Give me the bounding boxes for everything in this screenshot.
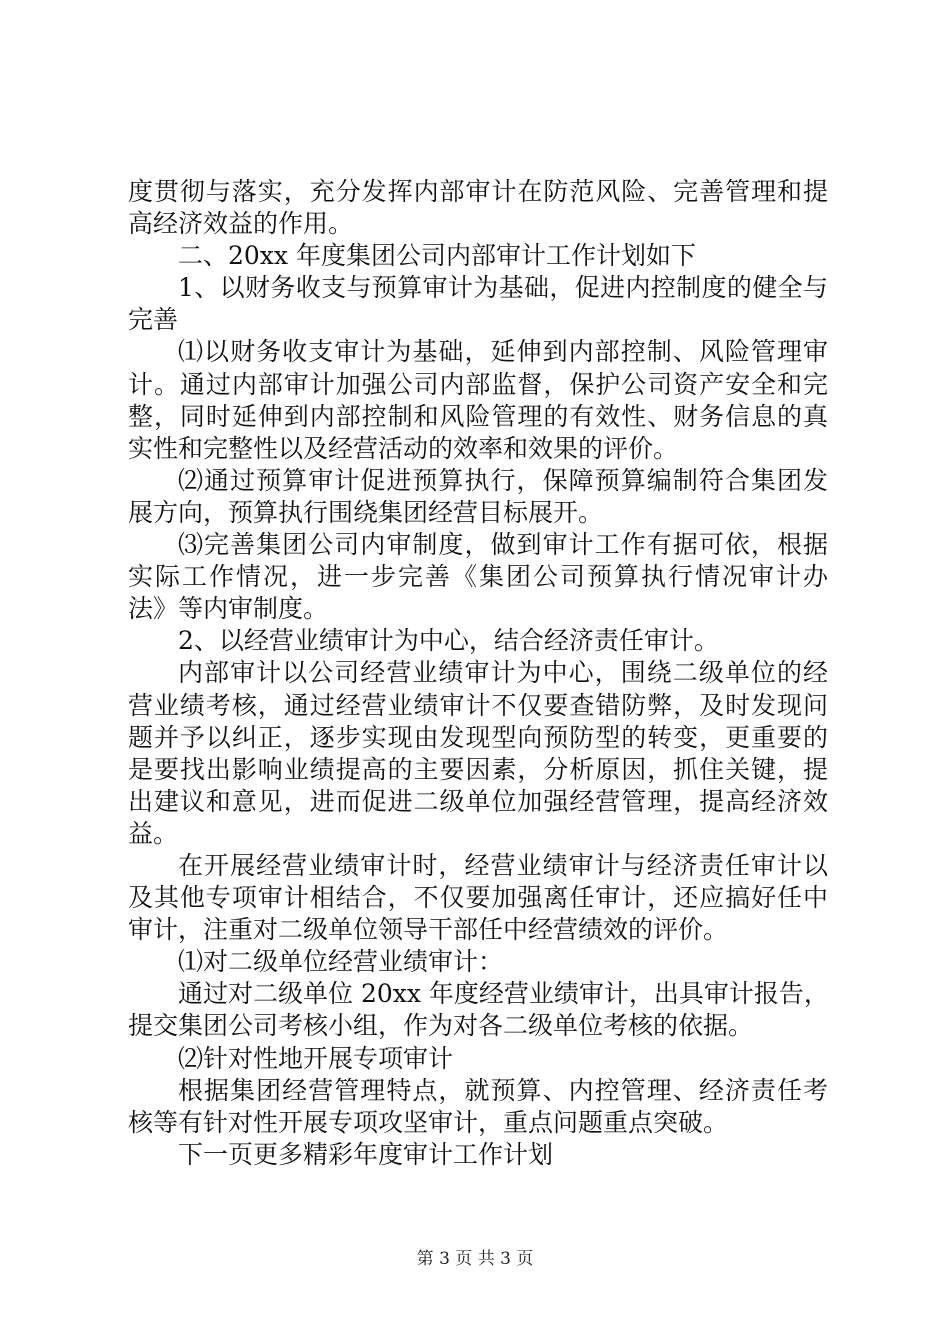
- paragraph-line: 通过对二级单位 20xx 年度经营业绩审计，出具审计报告，: [178, 979, 829, 1009]
- paragraph-line: 根据集团经营管理特点，就预算、内控管理、经济责任考: [178, 1075, 828, 1105]
- paragraph-line: 高经济效益的作用。: [128, 209, 354, 239]
- paragraph-line: 出建议和意见，进而促进二级单位加强经营管理，提高经济效: [128, 786, 828, 816]
- paragraph-line: 法》等内审制度。: [128, 594, 329, 624]
- paragraph-line: 核等有针对性开展专项攻坚审计，重点问题重点突破。: [128, 1107, 729, 1137]
- list-item-line: ⑵通过预算审计促进预算执行，保障预算编制符合集团发: [178, 465, 828, 495]
- subsection-heading-cont: 完善: [128, 305, 179, 335]
- list-item-line: ⑵针对性地开展专项审计: [178, 1043, 454, 1073]
- paragraph-line: 展方向，预算执行围绕集团经营目标展开。: [128, 497, 604, 527]
- subsection-heading: 2、以经营业绩审计为中心，结合经济责任审计。: [178, 626, 719, 656]
- paragraph-line: 题并予以纠正，逐步实现由发现型向预防型的转变，更重要的: [128, 722, 828, 752]
- page-number-footer: 第 3 页 共 3 页: [416, 1249, 534, 1269]
- paragraph-line: 审计，注重对二级单位领导干部任中经营绩效的评价。: [128, 915, 729, 945]
- paragraph-line: 是要找出影响业绩提高的主要因素，分析原因，抓住关键，提: [128, 754, 828, 784]
- paragraph-line: 在开展经营业绩审计时，经营业绩审计与经济责任审计以: [178, 850, 828, 880]
- paragraph-line: 计。通过内部审计加强公司内部监督，保护公司资产安全和完: [128, 369, 828, 399]
- paragraph-line: 内部审计以公司经营业绩审计为中心，围绕二级单位的经: [178, 658, 828, 688]
- paragraph-line: 整，同时延伸到内部控制和风险管理的有效性、财务信息的真: [128, 401, 828, 431]
- paragraph-line: 营业绩考核，通过经营业绩审计不仅要查错防弊，及时发现问: [128, 690, 828, 720]
- paragraph-line: 及其他专项审计相结合，不仅要加强离任审计，还应搞好任中: [128, 883, 828, 913]
- list-item-line: ⑴对二级单位经营业绩审计：: [178, 947, 504, 977]
- paragraph-line: 实性和完整性以及经营活动的效率和效果的评价。: [128, 433, 679, 463]
- list-item-line: ⑴以财务收支审计为基础，延伸到内部控制、风险管理审: [178, 337, 828, 367]
- list-item-line: ⑶完善集团公司内审制度，做到审计工作有据可依，根据: [178, 530, 828, 560]
- paragraph-line: 实际工作情况，进一步完善《集团公司预算执行情况审计办: [128, 562, 828, 592]
- paragraph-line: 提交集团公司考核小组，作为对各二级单位考核的依据。: [128, 1011, 754, 1041]
- subsection-heading: 1、以财务收支与预算审计为基础，促进内控制度的健全与: [178, 273, 828, 303]
- next-page-link-text: 下一页更多精彩年度审计工作计划: [178, 1139, 554, 1169]
- document-body: [128, 176, 828, 1171]
- section-heading: 二、20xx 年度集团公司内部审计工作计划如下: [178, 241, 696, 271]
- paragraph-line: 度贯彻与落实，充分发挥内部审计在防范风险、完善管理和提: [128, 177, 828, 206]
- paragraph-line: 益。: [128, 818, 179, 848]
